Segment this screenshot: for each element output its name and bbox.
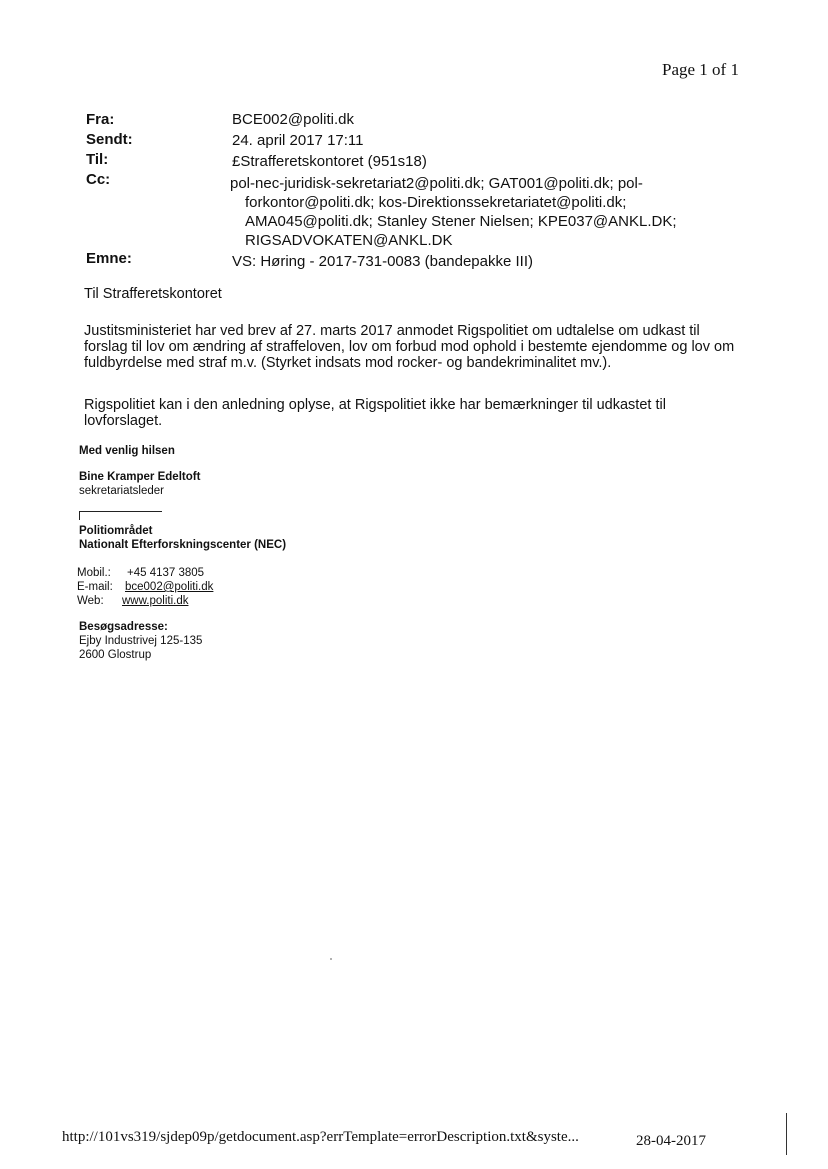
- body-paragraph: Rigspolitiet kan i den anledning oplyse, at Rigspolitiet ikke har bemærkninger til udkastet til lovforslaget.: [84, 397, 666, 429]
- cc-line: pol-nec-juridisk-sekretariat2@politi.dk; GAT001@politi.dk; pol-: [230, 175, 643, 192]
- from-label: Fra:: [86, 111, 115, 128]
- to-value: £Strafferetskontoret (951s18): [232, 153, 427, 170]
- signer-name: Bine Kramper Edeltoft: [79, 471, 201, 483]
- subject-label: Emne:: [86, 250, 132, 267]
- address-line: 2600 Glostrup: [79, 649, 152, 661]
- subject-value: VS: Høring - 2017-731-0083 (bandepakke III): [232, 253, 534, 270]
- email-link[interactable]: bce002@politi.dk: [125, 581, 214, 593]
- scan-speck: [330, 958, 332, 960]
- sent-value: 24. april 2017 17:11: [232, 132, 364, 149]
- signature-divider: [79, 511, 162, 520]
- mobile-label: Mobil.:: [77, 567, 111, 579]
- cc-line: RIGSADVOKATEN@ANKL.DK: [245, 232, 453, 249]
- web-link[interactable]: www.politi.dk: [122, 595, 189, 607]
- body-paragraph: Justitsministeriet har ved brev af 27. marts 2017 anmodet Rigspolitiet om udtalelse om udkast til forslag til lov om ændring af straffeloven, lov om forbud mod ophold i bestemte ejendomme og lov om fuldbyrdelse med straf m.v. (Styrket indsats mod rocker- og bandekriminalitet mv.).: [84, 323, 735, 371]
- sent-label: Sendt:: [86, 131, 133, 148]
- cc-line: forkontor@politi.dk; kos-Direktionssekretariatet@politi.dk;: [245, 194, 627, 211]
- signer-title: sekretariatsleder: [79, 485, 165, 497]
- greeting: Til Strafferetskontoret: [84, 286, 222, 302]
- cc-line: AMA045@politi.dk; Stanley Stener Nielsen; KPE037@ANKL.DK;: [245, 213, 677, 230]
- mobile-value: +45 4137 3805: [127, 567, 205, 579]
- closing: Med venlig hilsen: [79, 445, 175, 457]
- from-value: BCE002@politi.dk: [232, 111, 354, 128]
- page-number: Page 1 of 1: [662, 60, 739, 79]
- email-label: E-mail:: [77, 581, 113, 593]
- scan-edge-line: [786, 1113, 787, 1155]
- org-unit: Nationalt Efterforskningscenter (NEC): [79, 539, 287, 551]
- cc-label: Cc:: [86, 171, 111, 188]
- web-label: Web:: [77, 595, 104, 607]
- to-label: Til:: [86, 151, 109, 168]
- footer-date: 28-04-2017: [636, 1133, 706, 1149]
- address-line: Ejby Industrivej 125-135: [79, 635, 203, 647]
- footer-url: http://101vs319/sjdep09p/getdocument.asp?errTemplate=errorDescription.txt&syste...: [62, 1129, 579, 1145]
- org-name: Politiområdet: [79, 525, 153, 537]
- address-label: Besøgsadresse:: [79, 621, 168, 633]
